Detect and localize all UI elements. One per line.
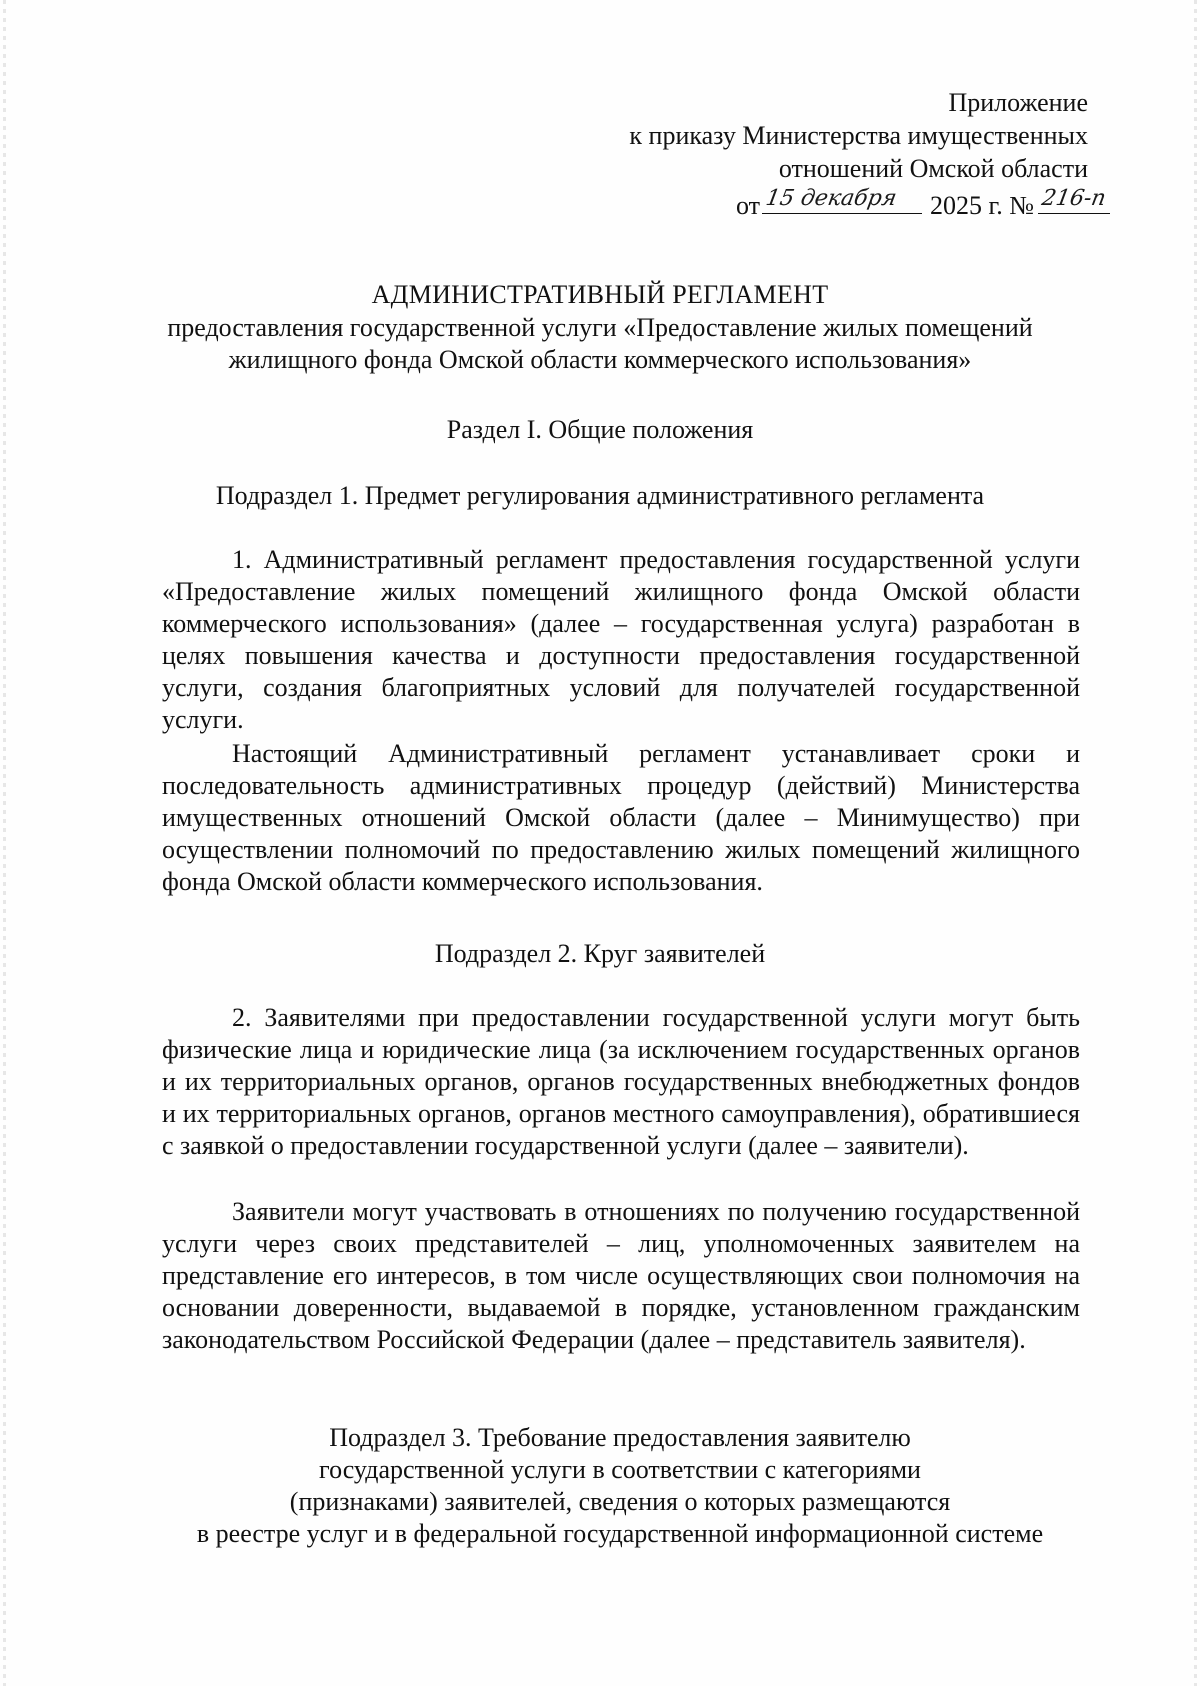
paragraph-2: Настоящий Административный регламент устанавливает сроки и последовательность административных процедур (действий) Министерства имущественных отношений Омской области (далее – Минимущество) при осуществлении полномочий по предоставлению жилых помещений жилищного фонда Омской области коммерческого использования.	[162, 739, 1080, 896]
appendix-line: отношений Омской области	[778, 154, 1088, 183]
document-subtitle: предоставления государственной услуги «Предоставление жилых помещений жилищного фонда Омской области коммерческого использования»	[167, 313, 1033, 374]
subsection-3-line: в реестре услуг и в федеральной государственной информационной системе	[196, 1519, 1044, 1548]
subsection-3-line: государственной услуги в соответствии с категориями	[319, 1455, 921, 1484]
scan-edge-left	[3, 0, 6, 1686]
document-title: АДМИНИСТРАТИВНЫЙ РЕГЛАМЕНТ	[371, 280, 829, 309]
subsection-heading-1: Подраздел 1. Предмет регулирования административного регламента	[215, 481, 985, 510]
appendix-line: к приказу Министерства имущественных	[629, 121, 1088, 150]
order-year: 2025 г. №	[930, 191, 1035, 220]
order-date-number-line	[736, 185, 1126, 225]
paragraph-3: 2. Заявителями при предоставлении государственной услуги могут быть физические лица и юридические лица (за исключением государственных органов и их территориальных органов, органов государственных внебюджетных фондов и их территориальных органов, органов местного самоуправления), обратившиеся с заявкой о предоставлении государственной услуги (далее – заявители).	[162, 1003, 1080, 1160]
appendix-line: Приложение	[948, 88, 1088, 117]
number-blank	[1038, 185, 1110, 214]
subsection-3-line: Подраздел 3. Требование предоставления заявителю	[329, 1423, 911, 1452]
subsection-heading-3	[160, 1422, 1080, 1550]
date-blank	[762, 185, 922, 214]
handwritten-date: 15 декабря	[763, 186, 899, 211]
section-heading: Раздел I. Общие положения	[446, 415, 754, 444]
paragraph-1: 1. Административный регламент предоставления государственной услуги «Предоставление жилых помещений жилищного фонда Омской области коммерческого использования» (далее – государственная услуга) разработан в целях повышения качества и доступности предоставления государственной услуги, создания благоприятных условий для получателей государственной услуги.	[162, 545, 1080, 734]
scan-edge-right	[1194, 0, 1197, 1686]
handwritten-number: 216-п	[1039, 186, 1108, 211]
subsection-heading-2: Подраздел 2. Круг заявителей	[434, 939, 766, 968]
paragraph-4: Заявители могут участвовать в отношениях по получению государственной услуги через своих представителей – лиц, уполномоченных заявителем на представление его интересов, в том числе осуществляющих свои полномочия на основании доверенности, выдаваемой в порядке, установленном гражданским законодательством Российской Федерации (далее – представитель заявителя).	[162, 1197, 1080, 1354]
appendix-block	[629, 86, 1088, 185]
subsection-3-line: (признаками) заявителей, сведения о которых размещаются	[289, 1487, 951, 1516]
order-prefix: от	[736, 191, 761, 220]
